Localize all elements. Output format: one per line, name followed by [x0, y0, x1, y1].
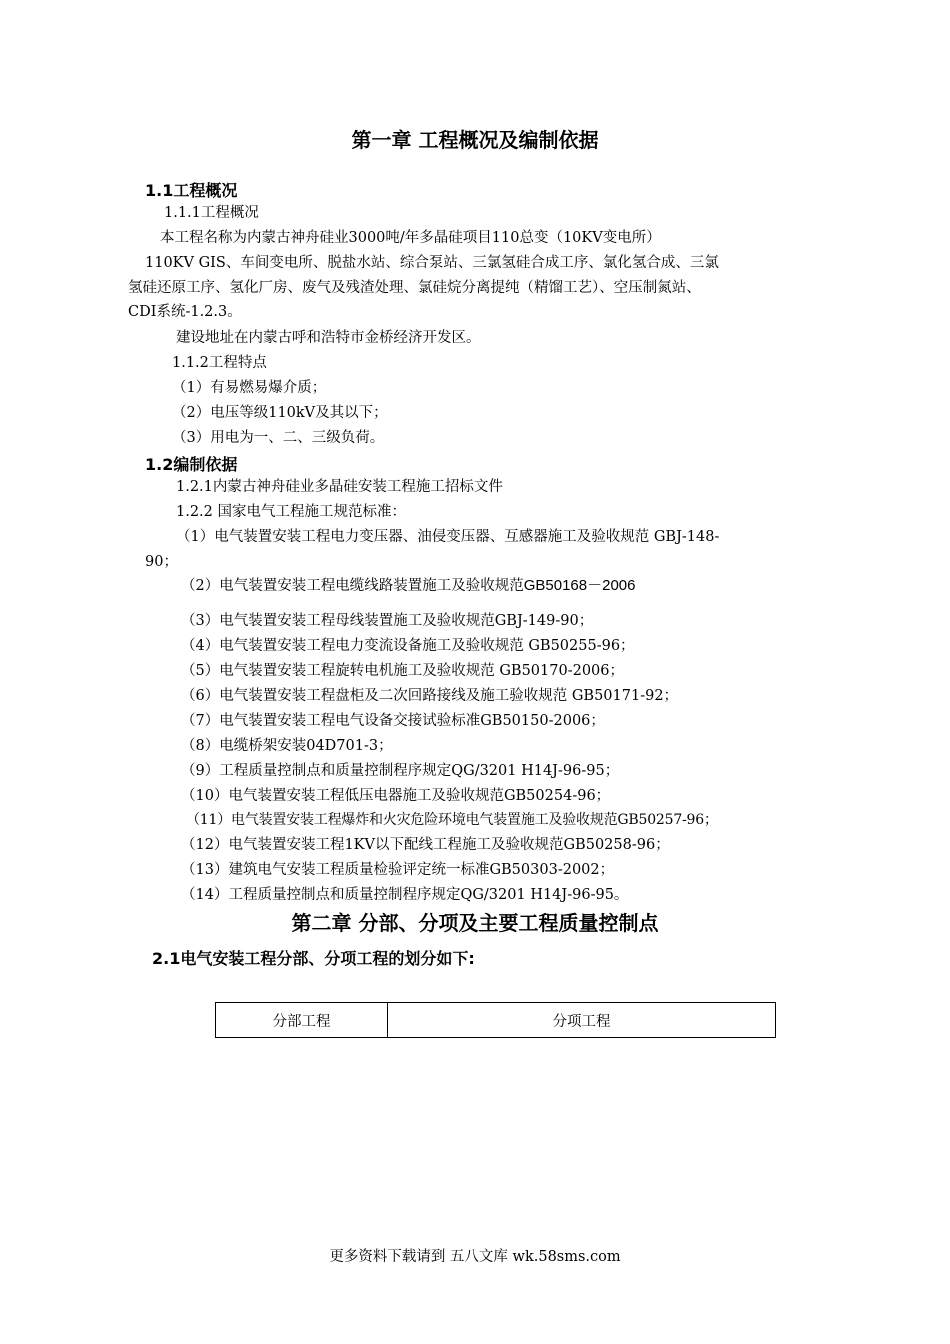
paragraph-site-address: 建设地址在内蒙古呼和浩特市金桥经济开发区。	[176, 330, 481, 346]
division-table	[215, 1002, 776, 1038]
subsection-1-1-1-title: 1.1.1工程概况	[164, 205, 259, 221]
subsection-1-1-2-title: 1.1.2工程特点	[172, 355, 267, 371]
standard-item: （12）电气装置安装工程1KV以下配线工程施工及验收规范GB50258-96；	[181, 837, 670, 853]
basis-item-1: 1.2.1内蒙古神舟硅业多晶硅安装工程施工招标文件	[176, 479, 503, 495]
standard-item-1-line-1: （1）电气装置安装工程电力变压器、油侵变压器、互感器施工及验收规范 GBJ-148-	[176, 529, 720, 545]
feature-item: （1）有易燃易爆介质；	[172, 380, 327, 396]
table-header-cell-subdivision: 分项工程	[388, 1003, 776, 1038]
paragraph-scope-line-2: 氢硅还原工序、氢化厂房、废气及残渣处理、氯硅烷分离提纯（精馏工艺）、空压制氮站、	[128, 280, 701, 296]
standard-item: （13）建筑电气安装工程质量检验评定统一标准GB50303-2002；	[181, 862, 615, 878]
standard-item: （8）电缆桥架安装04D701-3；	[181, 738, 393, 754]
paragraph-scope-line-3: CDI系统-1.2.3。	[128, 304, 242, 320]
standard-item: （11）电气装置安装工程爆炸和火灾危险环境电气装置施工及验收规范GB50257-96；	[186, 812, 718, 828]
standard-item: （4）电气装置安装工程电力变流设备施工及验收规范 GB50255-96；	[181, 638, 635, 654]
feature-item: （3）用电为一、二、三级负荷。	[172, 430, 385, 446]
standard-item-1-line-2: 90；	[145, 554, 178, 570]
table-header-row	[216, 1003, 776, 1038]
standard-item: （6）电气装置安装工程盘柜及二次回路接线及施工验收规范 GB50171-92；	[181, 688, 679, 704]
paragraph-project-name: 本工程名称为内蒙古神舟硅业3000吨/年多晶硅项目110总变（10KV变电所）	[160, 230, 661, 246]
standard-item-2-code: GB50168－2006	[523, 577, 636, 594]
standard-item-2-text: （2）电气装置安装工程电缆线路装置施工及验收规范	[181, 578, 524, 594]
section-1-1-title: 1.1工程概况	[145, 181, 238, 200]
section-2-1-title: 2.1电气安装工程分部、分项工程的划分如下:	[152, 949, 475, 968]
standard-item: （9）工程质量控制点和质量控制程序规定QG/3201 H14J-96-95；	[181, 763, 620, 779]
standard-item-2	[181, 576, 636, 596]
standard-item: （3）电气装置安装工程母线装置施工及验收规范GBJ-149-90；	[181, 613, 594, 629]
paragraph-scope-line-1: 110KV GIS、车间变电所、脱盐水站、综合泵站、三氯氢硅合成工序、氯化氢合成、三氯	[145, 255, 719, 271]
standard-item: （10）电气装置安装工程低压电器施工及验收规范GB50254-96；	[181, 788, 611, 804]
basis-item-2: 1.2.2 国家电气工程施工规范标准：	[176, 504, 407, 520]
table-header-cell-division: 分部工程	[216, 1003, 388, 1038]
standard-item: （14）工程质量控制点和质量控制程序规定QG/3201 H14J-96-95。	[181, 887, 629, 903]
footer-download-note: 更多资料下载请到 五八文库 wk.58sms.com	[329, 1249, 621, 1265]
section-1-2-title: 1.2编制依据	[145, 455, 238, 474]
feature-item: （2）电压等级110kV及其以下；	[172, 405, 388, 421]
standard-item: （7）电气装置安装工程电气设备交接试验标准GB50150-2006；	[181, 713, 605, 729]
chapter-2-title: 第二章 分部、分项及主要工程质量控制点	[291, 911, 659, 935]
chapter-1-title: 第一章 工程概况及编制依据	[351, 128, 599, 152]
standard-item: （5）电气装置安装工程旋转电机施工及验收规范 GB50170-2006；	[181, 663, 624, 679]
